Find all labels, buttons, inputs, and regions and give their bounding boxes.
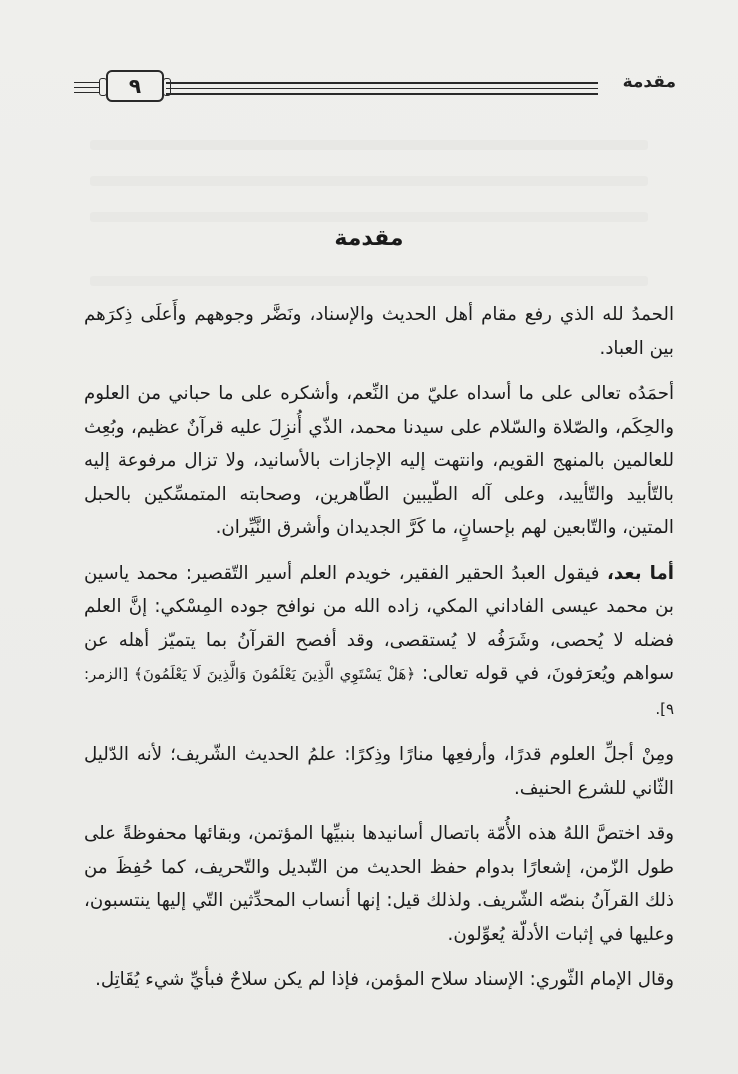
bleed-through-line — [90, 276, 648, 286]
paragraph — [84, 738, 674, 805]
paragraph — [84, 298, 674, 365]
quran-verse: ﴿هَلْ يَسْتَوِي الَّذِينَ يَعْلَمُونَ وَالَّذِينَ لَا يَعْلَمُونَ﴾ — [134, 665, 416, 683]
paragraph-text: ومِنْ أجلِّ العلوم قدرًا، وأرفعِها منارًا وذِكرًا: علمُ الحديث الشّريف؛ لأنه الدّليل الثّاني للشرع الحنيف. — [84, 744, 674, 799]
paragraph-text: وقد اختصَّ اللهُ هذه الأُمّة باتصال أسانيدها بنبيِّها المؤتمن، وبقائها محفوظةً على طول الزّمن، إشعارًا بدوام حفظ الحديث من التّبديل والتّحريف، كما حُفِظَ من ذلك القرآنُ بنصّه الشّريف. ولذلك قيل: إنها أنساب المحدِّثين التّي إليها ينتسبون، وعليها في إثبات الأدلّة يُعوِّلون. — [84, 823, 674, 945]
paragraph — [84, 557, 674, 727]
paragraph-text: فيقول العبدُ الحقير الفقير، خويدم العلم أسير التّقصير: محمد ياسين بن محمد عيسى الفاداني المكي، زاده الله من نوافح جوده المِسْكي: إنَّ العلم فضله لا يُحصى، وشَرَفُه لا يُستقصى، وقد أفصح القرآنُ بما يتميّز أهله عن سواهم ويُعرَفونَ، في قوله تعالى: — [84, 562, 675, 684]
running-header — [74, 68, 676, 112]
paragraph-lead: أما بعد، — [607, 562, 674, 584]
paragraph — [84, 963, 674, 997]
paragraph-text: أحمَدُه تعالى على ما أسداه عليّ من النِّعم، وأشكره على ما حباني من العلوم والحِكَم، والصّلاة والسّلام على سيدنا محمد، الذّي أُنزِلَ عليه قرآنٌ عظيم، وبُعِث للعالمين بالمنهج القويم، وانتهت إليه الإجازات بالأسانيد، ولا تزال مرفوعة إليه بالتّأبيد والتّأييد، وعلى آله الطّيبين الطّاهرين، وصحابته المتمسِّكين بالحبل المتين، والتّابعين لهم بإحسانٍ، ما كَرَّ الجديدان وأشرق النَّيِّران. — [84, 383, 674, 538]
header-rule — [166, 82, 598, 94]
chapter-title: مقدمة — [334, 226, 404, 251]
verse-reference: [الزمر: ٩]. — [84, 665, 674, 718]
paragraph-text: وقال الإمام الثّوري: الإسناد سلاح المؤمن، فإذا لم يكن سلاحٌ فبأيِّ شيء يُقَاتِل. — [95, 969, 674, 990]
paragraph — [84, 817, 674, 951]
body-text — [84, 298, 674, 1009]
page-number: ٩ — [106, 70, 164, 102]
bleed-through-line — [90, 140, 648, 150]
bleed-through-line — [90, 176, 648, 186]
running-header-title: مقدمة — [622, 72, 676, 92]
paragraph — [84, 377, 674, 545]
bleed-through-line — [90, 212, 648, 222]
paragraph-text: الحمدُ لله الذي رفع مقام أهل الحديث والإسناد، ونَضَّر وجوههم وأَعلَى ذِكرَهم بين العباد. — [84, 304, 674, 359]
